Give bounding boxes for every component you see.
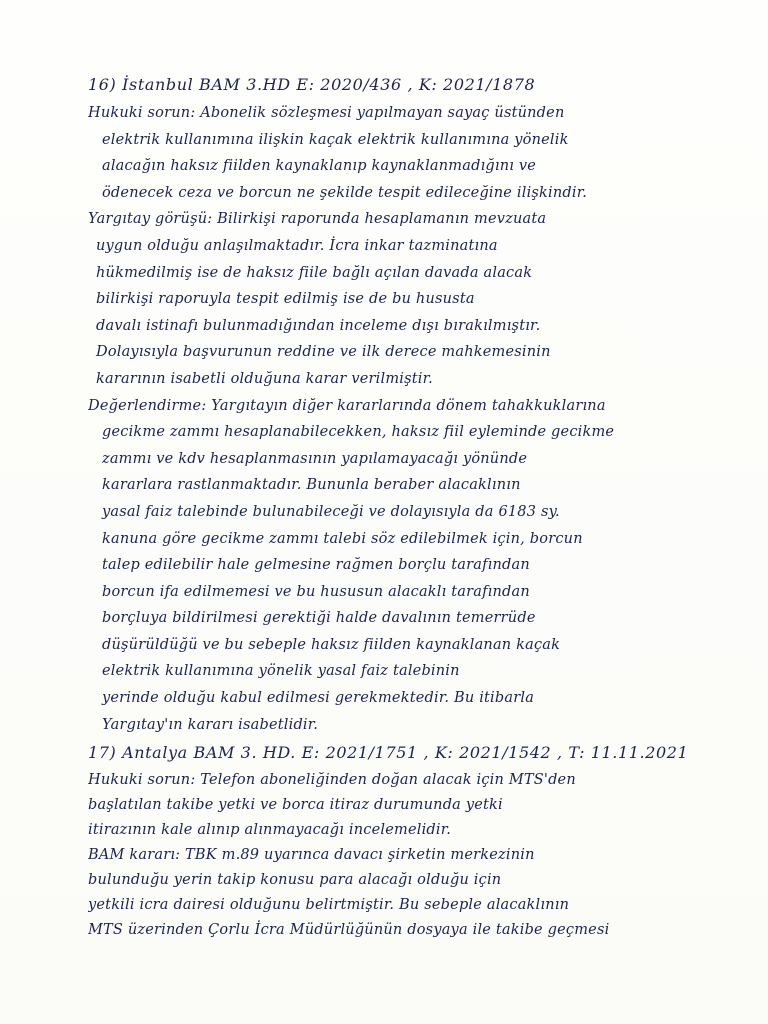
text-line: ödenecek ceza ve borcun ne şekilde tespit edileceğine ilişkindir.: [102, 184, 588, 201]
text-line: borçluya bildirilmesi gerektiği halde davalının temerrüde: [102, 610, 536, 627]
text-line: gecikme zammı hesaplanabilecekken, haksız fiil eyleminde gecikme: [102, 424, 615, 441]
text-line: elektrik kullanımına ilişkin kaçak elektrik kullanımına yönelik: [102, 131, 569, 148]
text-line: Dolayısıyla başvurunun reddine ve ilk derece mahkemesinin: [96, 344, 551, 361]
text-line: borcun ifa edilmemesi ve bu hususun alacaklı tarafından: [102, 583, 530, 600]
text-line: kanuna göre gecikme zammı talebi söz edilebilmek için, borcun: [102, 530, 583, 547]
case-heading: 16) İstanbul BAM 3.HD E: 2020/436 , K: 2021/1878: [88, 75, 536, 94]
text-line: elektrik kullanımına yönelik yasal faiz talebinin: [102, 663, 460, 680]
text-line: bilirkişi raporuyla tespit edilmiş ise de bu hususta: [96, 291, 475, 308]
text-line: itirazının kale alınıp alınmayacağı incelemelidir.: [88, 822, 452, 838]
case-heading: 17) Antalya BAM 3. HD. E: 2021/1751 , K: 2021/1542 , T: 11.11.2021: [88, 743, 689, 762]
text-line: hükmedilmiş ise de haksız fiile bağlı açılan davada alacak: [96, 264, 533, 281]
text-line: Değerlendirme: Yargıtayın diğer kararlarında dönem tahakkuklarına: [88, 397, 606, 414]
case-entry-16: [88, 70, 708, 738]
text-line: kararının isabetli olduğuna karar verilmiştir.: [96, 370, 433, 387]
case-entry-17: [88, 738, 708, 943]
text-line: MTS üzerinden Çorlu İcra Müdürlüğünün dosyaya ile takibe geçmesi: [88, 922, 610, 938]
text-line: başlatılan takibe yetki ve borca itiraz durumunda yetki: [88, 797, 503, 813]
text-line: alacağın haksız fiilden kaynaklanıp kaynaklanmadığını ve: [102, 158, 537, 175]
text-line: kararlara rastlanmaktadır. Bununla beraber alacaklının: [102, 477, 521, 494]
text-line: BAM kararı: TBK m.89 uyarınca davacı şirketin merkezinin: [88, 847, 535, 863]
text-line: düşürüldüğü ve bu sebeple haksız fiilden kaynaklanan kaçak: [102, 636, 561, 653]
text-line: bulunduğu yerin takip konusu para alacağı olduğu için: [88, 872, 502, 888]
text-line: yerinde olduğu kabul edilmesi gerekmektedir. Bu itibarla: [102, 690, 535, 707]
text-line: talep edilebilir hale gelmesine rağmen borçlu tarafından: [102, 557, 530, 574]
text-line: yetkili icra dairesi olduğunu belirtmiştir. Bu sebeple alacaklının: [88, 897, 570, 913]
text-line: Yargıtay görüşü: Bilirkişi raporunda hesaplamanın mevzuata: [88, 211, 547, 228]
text-line: Hukuki sorun: Abonelik sözleşmesi yapılmayan sayaç üstünden: [88, 105, 565, 121]
text-line: yasal faiz talebinde bulunabileceği ve dolayısıyla da 6183 sy.: [102, 503, 560, 520]
text-line: Hukuki sorun: Telefon aboneliğinden doğan alacak için MTS'den: [88, 772, 576, 788]
text-line: zammı ve kdv hesaplanmasının yapılamayacağı yönünde: [102, 450, 528, 467]
text-line: Yargıtay'ın kararı isabetlidir.: [102, 716, 319, 733]
text-line: uygun olduğu anlaşılmaktadır. İcra inkar tazminatına: [96, 237, 498, 254]
text-line: davalı istinafı bulunmadığından inceleme dışı bırakılmıştır.: [96, 317, 541, 334]
